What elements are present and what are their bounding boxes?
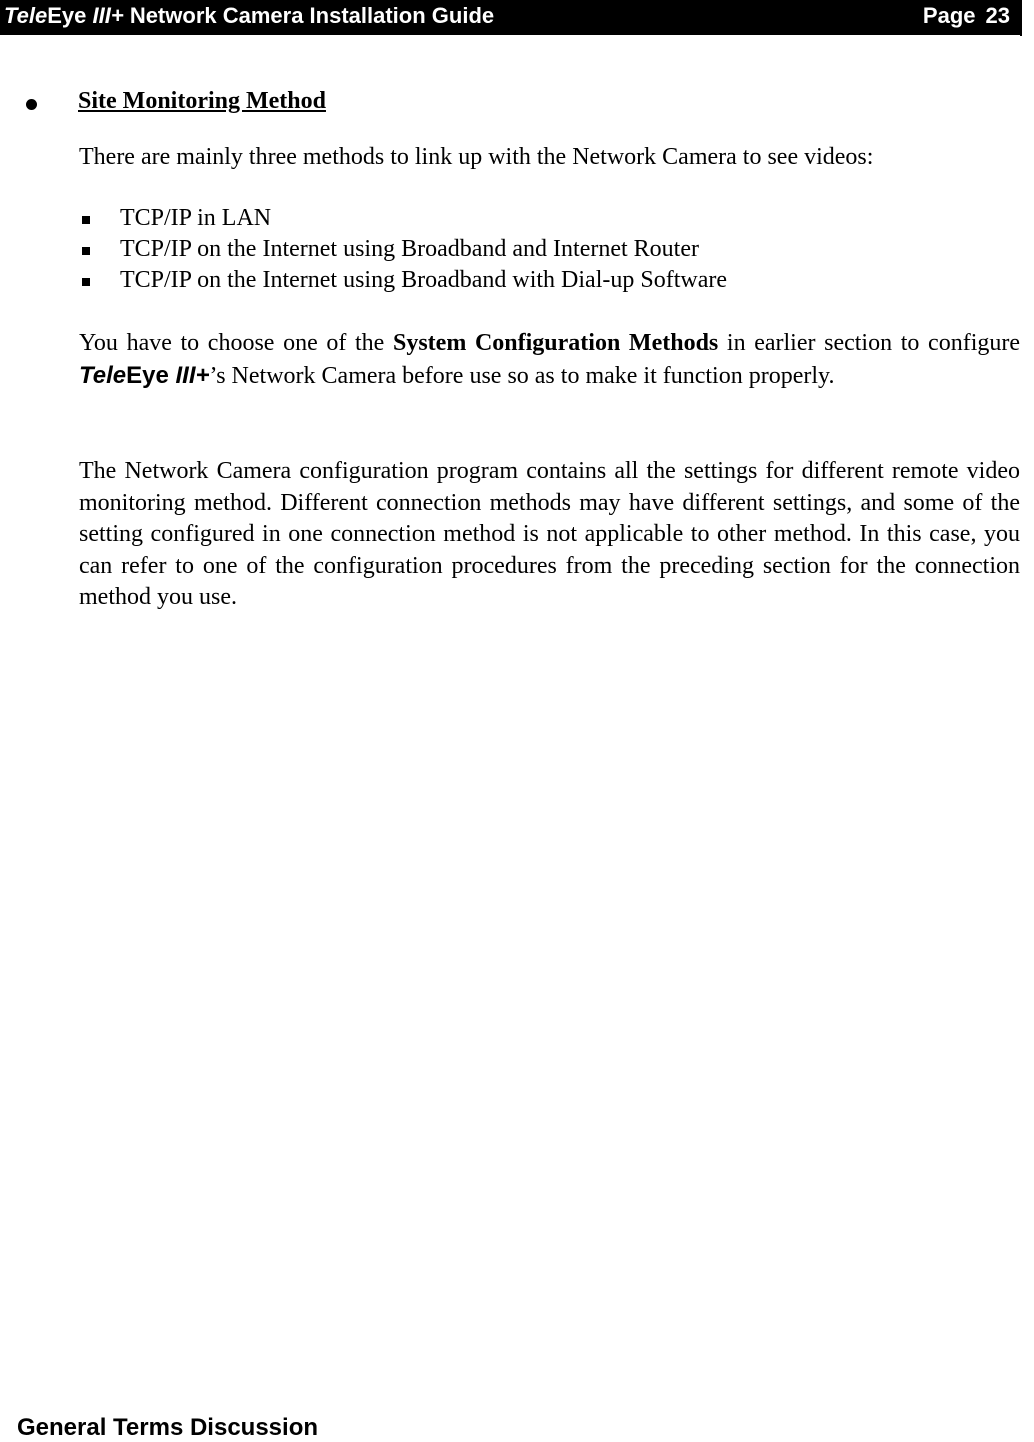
section-bullet-icon [26,99,37,110]
square-bullet-icon [82,278,90,286]
inline-brand-tele: Tele [79,361,127,389]
configure-tail: ’s Network Camera before use so as to make it function properly. [209,362,835,389]
method-text: TCP/IP in LAN [120,205,272,231]
intro-paragraph: There are mainly three methods to link up with the Network Camera to see videos: [79,144,874,170]
brand-model: III+ [92,3,124,28]
header-divider-vertical [1020,0,1022,36]
page-label: Page [922,3,976,28]
header-divider-horizontal [0,33,1022,35]
inline-brand-eye: Eye [126,361,169,389]
section-title: Site Monitoring Method [78,88,326,114]
title-rest: Network Camera Installation Guide [129,3,495,28]
page-footer: General Terms Discussion [17,1414,319,1441]
brand-tele: Tele [4,3,48,28]
configure-lead: You have to choose one of the [79,330,385,356]
method-text: TCP/IP on the Internet using Broadband with Dial-up Software [120,267,728,293]
configure-paragraph [79,328,1020,392]
program-paragraph: The Network Camera configuration program contains all the settings for different remote video monitoring method. Different connection methods may have different settings, and some of the setting configured in one connection method is not applicable to other method. In this case, you can refer to one of the configuration procedures from the preceding section for the connection method you use. [79,458,1020,610]
brand-eye: Eye [47,3,87,28]
page-number: 23 [985,3,1010,28]
configure-bold: System Configuration Methods [392,330,719,356]
page-header [0,0,1020,33]
square-bullet-icon [82,216,90,224]
method-text: TCP/IP on the Internet using Broadband and Internet Router [120,236,699,262]
configure-mid: in earlier section to configure [726,330,1021,356]
inline-brand-model: III+ [175,361,210,389]
square-bullet-icon [82,247,90,255]
document-title [4,3,494,29]
page-indicator [923,3,1010,29]
inline-brand [79,362,210,389]
